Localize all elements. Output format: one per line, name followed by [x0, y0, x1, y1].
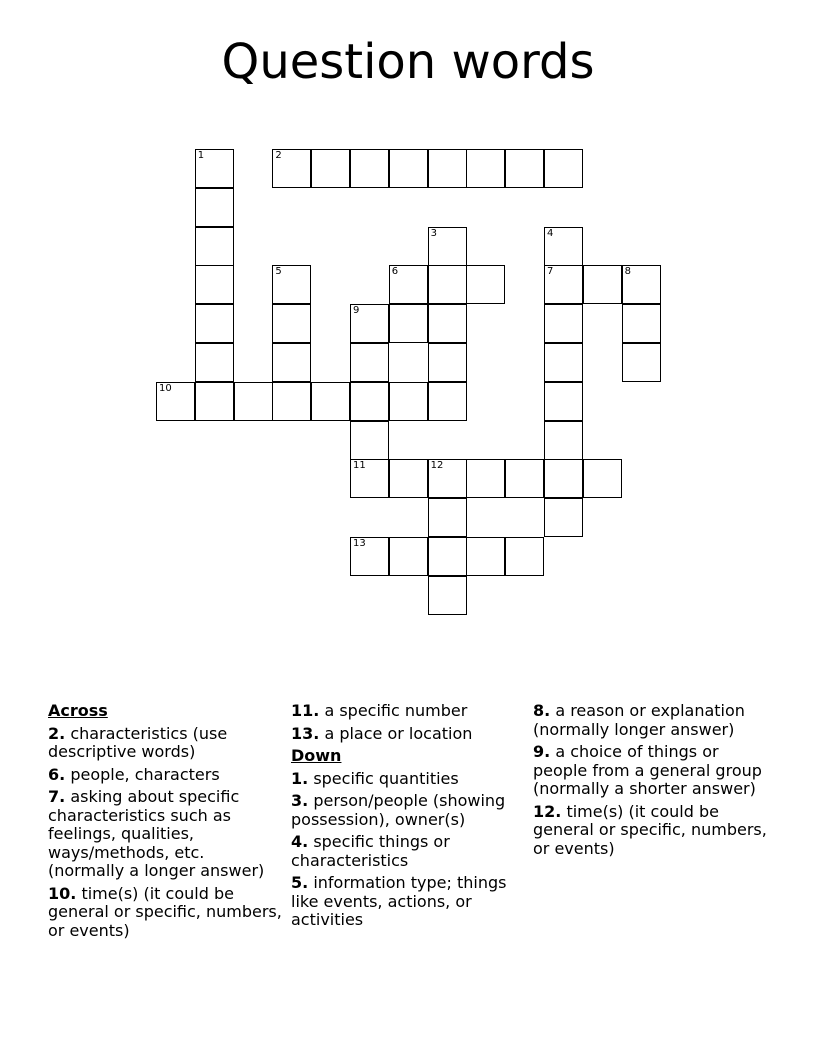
clue-number: 12	[430, 460, 444, 472]
grid-cell[interactable]	[428, 498, 467, 537]
grid-cell[interactable]	[389, 265, 428, 304]
clue-number: 9	[353, 305, 360, 317]
grid-cell[interactable]	[272, 149, 311, 188]
down-heading: Down	[291, 746, 342, 765]
grid-cell[interactable]	[195, 149, 234, 188]
grid-cell[interactable]	[350, 421, 389, 460]
grid-cell[interactable]	[466, 149, 505, 188]
grid-cell[interactable]	[428, 149, 467, 188]
clue-down-4: 4. specific things or characteristics	[291, 832, 450, 870]
grid-cell[interactable]	[272, 343, 311, 382]
grid-cell[interactable]	[544, 227, 583, 266]
grid-cell[interactable]	[272, 265, 311, 304]
clue-number: 11	[353, 460, 366, 472]
clue-number: 5	[275, 266, 282, 278]
grid-cell[interactable]	[389, 304, 428, 343]
grid-cell[interactable]	[505, 537, 544, 576]
clue-across-6: 6. people, characters	[48, 764, 220, 784]
clue-down-12: 12. time(s) (it could be general or specific, numbers, or events)	[533, 801, 767, 858]
grid-cell[interactable]	[466, 265, 505, 304]
grid-cell[interactable]	[544, 382, 583, 421]
grid-cell[interactable]	[272, 382, 311, 421]
grid-cell[interactable]	[350, 149, 389, 188]
grid-cell[interactable]	[544, 304, 583, 343]
grid-cell[interactable]	[195, 188, 234, 227]
grid-cell[interactable]	[583, 265, 622, 304]
grid-cell[interactable]	[350, 304, 389, 343]
grid-cell[interactable]	[544, 498, 583, 537]
grid-cell[interactable]	[466, 459, 505, 498]
grid-cell[interactable]	[466, 537, 505, 576]
grid-cell[interactable]	[428, 576, 467, 615]
grid-cell[interactable]	[505, 149, 544, 188]
grid-cell[interactable]	[583, 459, 622, 498]
grid-cell[interactable]	[195, 304, 234, 343]
clue-number: 6	[391, 266, 399, 278]
grid-cell[interactable]	[505, 459, 544, 498]
clue-number: 4	[547, 227, 554, 239]
clues-column-2	[291, 702, 526, 934]
grid-cell[interactable]	[156, 382, 195, 421]
grid-cell[interactable]	[544, 459, 583, 498]
grid-cell[interactable]	[428, 265, 467, 304]
clue-down-5: 5. information type; things like events, actions, or activities	[291, 873, 507, 929]
grid-cell[interactable]	[544, 265, 583, 304]
clues-column-3	[533, 702, 768, 862]
grid-cell[interactable]	[234, 382, 273, 421]
clue-down-1: 1. specific quantities	[291, 768, 459, 788]
clue-down-8: 8. a reason or explanation (normally longer answer)	[533, 701, 745, 739]
grid-cell[interactable]	[544, 343, 583, 382]
puzzle-title: Question words	[221, 34, 595, 90]
across-heading: Across	[48, 701, 108, 720]
grid-cell[interactable]	[195, 382, 234, 421]
grid-cell[interactable]	[350, 382, 389, 421]
clue-across-7: 7. asking about specific characteristics such as feelings, qualities, ways/methods, etc. (normally a longer answer)	[48, 787, 265, 880]
grid-cell[interactable]	[622, 304, 661, 343]
grid-cell[interactable]	[622, 343, 661, 382]
grid-cell[interactable]	[544, 149, 583, 188]
grid-cell[interactable]	[311, 382, 350, 421]
clue-number: 13	[353, 538, 366, 549]
clue-number: 1	[197, 150, 205, 161]
clue-number: 3	[430, 227, 437, 239]
grid-cell[interactable]	[389, 382, 428, 421]
clue-number: 8	[624, 266, 631, 278]
grid-cell[interactable]	[428, 537, 467, 576]
grid-cell[interactable]	[195, 265, 234, 304]
grid-cell[interactable]	[389, 537, 428, 576]
clue-number: 10	[159, 382, 172, 394]
grid-cell[interactable]	[428, 304, 467, 343]
grid-cell[interactable]	[622, 265, 661, 304]
grid-cell[interactable]	[428, 343, 467, 382]
grid-cell[interactable]	[272, 304, 311, 343]
grid-cell[interactable]	[350, 343, 389, 382]
grid-cell[interactable]	[544, 421, 583, 460]
grid-cell[interactable]	[428, 227, 467, 266]
grid-cell[interactable]	[428, 382, 467, 421]
clue-down-9: 9. a choice of things or people from a general group (normally a shorter answer)	[533, 742, 762, 798]
clue-across-13: 13. a place or location	[291, 723, 473, 743]
clue-number: 7	[547, 266, 554, 278]
clues-column-1	[48, 702, 283, 944]
grid-cell[interactable]	[389, 149, 428, 188]
grid-cell[interactable]	[428, 459, 467, 498]
grid-cell[interactable]	[389, 459, 428, 498]
clue-down-3: 3. person/people (showing possession), owner(s)	[291, 791, 506, 829]
clue-across-10: 10. time(s) (it could be general or specific, numbers, or events)	[48, 883, 282, 940]
grid-cell[interactable]	[350, 537, 389, 576]
clue-across-11: 11. a specific number	[291, 701, 468, 720]
grid-cell[interactable]	[195, 343, 234, 382]
clue-number: 2	[275, 150, 282, 161]
grid-cell[interactable]	[195, 227, 234, 266]
grid-cell[interactable]	[311, 149, 350, 188]
clue-across-2: 2. characteristics (use descriptive words)	[48, 723, 228, 761]
grid-cell[interactable]	[350, 459, 389, 498]
